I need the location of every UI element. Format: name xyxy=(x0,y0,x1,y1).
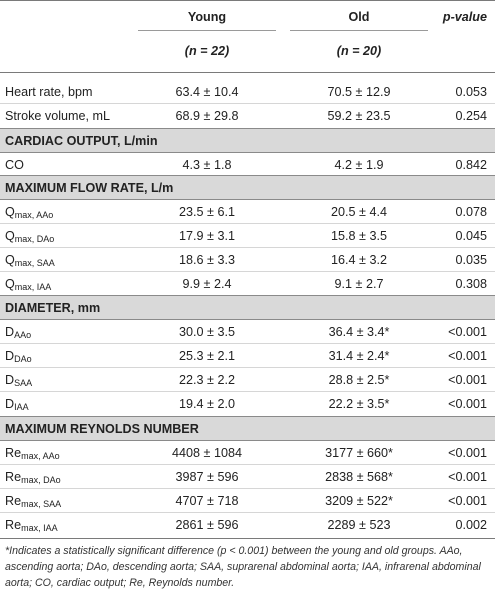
young-value: 2861 ± 596 xyxy=(175,518,239,532)
row-label: Stroke volume, mL xyxy=(5,109,110,123)
old-value: 59.2 ± 23.5 xyxy=(327,109,391,123)
row-label xyxy=(5,205,53,220)
old-value: 9.1 ± 2.7 xyxy=(334,277,384,291)
young-value: 30.0 ± 3.5 xyxy=(179,325,235,339)
section-title: CARDIAC OUTPUT, L/min xyxy=(5,134,158,148)
young-value: 4707 ± 718 xyxy=(175,494,239,508)
row-label-subscript: AAo xyxy=(14,330,32,340)
sample-size-young xyxy=(145,44,269,58)
table-row xyxy=(0,200,495,224)
p-value: 0.035 xyxy=(455,253,487,267)
row-label-subscript: max, IAA xyxy=(14,282,52,292)
young-value: 19.4 ± 2.0 xyxy=(179,397,235,411)
table-row xyxy=(0,153,495,177)
row-label-main: Q xyxy=(5,229,15,243)
table-row xyxy=(0,513,495,537)
old-value: 36.4 ± 3.4* xyxy=(328,325,390,339)
row-label-main: Re xyxy=(5,494,22,508)
row-label: Heart rate, bpm xyxy=(5,85,93,99)
p-value: <0.001 xyxy=(448,373,487,387)
section-title: MAXIMUM REYNOLDS NUMBER xyxy=(5,422,199,436)
table-row xyxy=(0,465,495,489)
p-value: 0.254 xyxy=(455,109,487,123)
young-value: 68.9 ± 29.8 xyxy=(175,109,239,123)
row-label-subscript: max, AAo xyxy=(21,451,60,461)
section-header-diameter xyxy=(0,295,495,320)
row-label-subscript: max, DAo xyxy=(21,475,61,485)
p-value: <0.001 xyxy=(448,494,487,508)
old-value: 70.5 ± 12.9 xyxy=(327,85,391,99)
row-label xyxy=(5,325,31,340)
row-label xyxy=(5,349,32,364)
section-title: MAXIMUM FLOW RATE, L/m xyxy=(5,181,174,195)
p-value: 0.078 xyxy=(455,205,487,219)
row-label-subscript: SAA xyxy=(14,378,33,388)
table-row xyxy=(0,272,495,296)
row-label-main: CO xyxy=(5,158,24,172)
row-label xyxy=(5,470,61,485)
column-header-p-value xyxy=(417,10,487,24)
column-header-p-value-text: p-value xyxy=(442,10,487,24)
column-header-row xyxy=(0,0,495,30)
old-value: 4.2 ± 1.9 xyxy=(334,158,384,172)
sample-size-old xyxy=(296,44,422,58)
p-value: 0.045 xyxy=(455,229,487,243)
old-value: 22.2 ± 3.5* xyxy=(328,397,390,411)
row-label-main: D xyxy=(5,373,15,387)
old-value: 28.8 ± 2.5* xyxy=(328,373,390,387)
p-value: <0.001 xyxy=(448,349,487,363)
young-value: 25.3 ± 2.1 xyxy=(179,349,235,363)
young-value: 4408 ± 1084 xyxy=(172,446,242,460)
table-row xyxy=(0,441,495,465)
row-label-main: Re xyxy=(5,518,22,532)
row-label-main: Q xyxy=(5,253,15,267)
table-row xyxy=(0,344,495,368)
p-value: 0.308 xyxy=(455,277,487,291)
old-value: 20.5 ± 4.4 xyxy=(331,205,387,219)
young-value: 22.3 ± 2.2 xyxy=(179,373,235,387)
p-value: 0.842 xyxy=(455,158,487,172)
section-header-maximum-reynolds-number xyxy=(0,416,495,441)
row-label-main: D xyxy=(5,325,15,339)
row-label-subscript: max, IAA xyxy=(21,523,58,533)
row-label-subscript: IAA xyxy=(14,402,29,412)
section-title: DIAMETER, mm xyxy=(5,301,101,315)
young-value: 18.6 ± 3.3 xyxy=(179,253,235,267)
young-value: 23.5 ± 6.1 xyxy=(179,205,235,219)
row-label-main: Q xyxy=(5,205,15,219)
section-header-cardiac-output xyxy=(0,128,495,153)
sample-size-old-text: (n = 20) xyxy=(336,44,382,58)
row-label xyxy=(5,518,58,533)
young-value: 17.9 ± 3.1 xyxy=(179,229,235,243)
table-row xyxy=(0,248,495,272)
p-value: 0.053 xyxy=(455,85,487,99)
p-value: <0.001 xyxy=(448,446,487,460)
row-label-main: Re xyxy=(5,446,22,460)
row-label xyxy=(5,229,54,244)
p-value: <0.001 xyxy=(448,470,487,484)
row-label xyxy=(5,494,61,509)
old-value: 16.4 ± 3.2 xyxy=(331,253,387,267)
old-value: 2838 ± 568* xyxy=(325,470,393,484)
header-bottom-rule xyxy=(0,72,495,73)
row-label xyxy=(5,397,29,412)
row-label xyxy=(5,446,60,461)
p-value: <0.001 xyxy=(448,397,487,411)
table-row xyxy=(0,489,495,513)
column-header-old: Old xyxy=(348,10,370,24)
p-value: <0.001 xyxy=(448,325,487,339)
sample-size-row xyxy=(0,30,495,70)
table-row xyxy=(0,368,495,392)
old-value: 3209 ± 522* xyxy=(325,494,393,508)
old-value: 31.4 ± 2.4* xyxy=(328,349,390,363)
old-value: 15.8 ± 3.5 xyxy=(331,229,387,243)
young-value: 4.3 ± 1.8 xyxy=(182,158,232,172)
young-value: 3987 ± 596 xyxy=(175,470,239,484)
old-value: 2289 ± 523 xyxy=(327,518,391,532)
sample-size-young-text: (n = 22) xyxy=(184,44,230,58)
table-row xyxy=(0,80,495,104)
p-value: 0.002 xyxy=(455,518,487,532)
table-row xyxy=(0,392,495,416)
row-label-main: D xyxy=(5,349,15,363)
row-label xyxy=(5,373,32,388)
row-label-main: Q xyxy=(5,277,15,291)
row-label-subscript: DAo xyxy=(14,354,32,364)
row-label-main: D xyxy=(5,397,15,411)
table-row xyxy=(0,104,495,128)
row-label xyxy=(5,253,55,268)
row-label xyxy=(5,158,24,173)
row-label-subscript: max, AAo xyxy=(14,210,54,220)
table-bottom-rule xyxy=(0,538,495,539)
table-row xyxy=(0,224,495,248)
old-value: 3177 ± 660* xyxy=(325,446,393,460)
table-row xyxy=(0,320,495,344)
row-label-subscript: max, SAA xyxy=(14,258,55,268)
row-label-main: Re xyxy=(5,470,22,484)
row-label xyxy=(5,277,51,292)
young-value: 63.4 ± 10.4 xyxy=(175,85,239,99)
row-label-subscript: max, SAA xyxy=(21,499,62,509)
young-value: 9.9 ± 2.4 xyxy=(182,277,232,291)
section-header-maximum-flow-rate xyxy=(0,175,495,200)
row-label-subscript: max, DAo xyxy=(14,234,55,244)
column-header-young: Young xyxy=(187,10,227,24)
table-footnote: *Indicates a statistically significant difference (p < 0.001) between the young and old groups. AAo, ascending aorta; DAo, descending aorta; SAA, suprarenal abdominal aorta; IAA, infrarenal abdominal aorta; CO, cardiac output; Re, Reynolds number. xyxy=(5,545,481,589)
